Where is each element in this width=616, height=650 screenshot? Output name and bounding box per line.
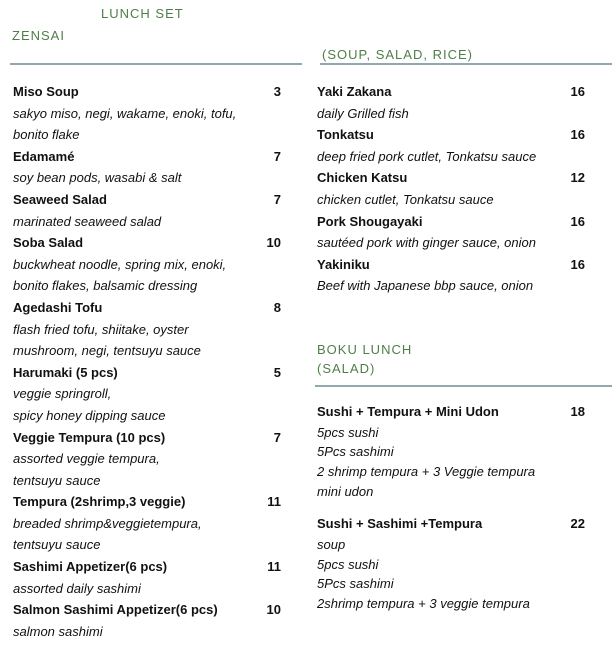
menu-item-header xyxy=(13,232,281,254)
menu-item-header xyxy=(317,211,585,233)
menu-item xyxy=(317,81,585,124)
menu-item xyxy=(13,491,281,556)
lunch-set-title: LUNCH SET xyxy=(101,6,184,21)
item-description: mushroom, negi, tentsuyu sauce xyxy=(13,343,201,359)
item-description: 2 shrimp tempura + 3 Veggie tempura xyxy=(317,464,536,479)
zensai-heading: ZENSAI xyxy=(12,28,65,43)
menu-item xyxy=(13,427,281,492)
menu-item xyxy=(13,81,281,146)
menu-item xyxy=(317,401,585,513)
menu-item xyxy=(317,513,585,613)
item-description: breaded shrimp&veggietempura, xyxy=(13,515,202,531)
item-price: 7 xyxy=(273,191,281,207)
item-description: spicy honey dipping sauce xyxy=(13,407,166,423)
menu-item-header xyxy=(317,124,585,146)
item-name: Soba Salad xyxy=(13,235,84,251)
item-description: flash fried tofu, shiitake, oyster xyxy=(13,321,189,337)
menu-item-header xyxy=(317,167,585,189)
menu-item-header xyxy=(13,427,281,449)
divider xyxy=(315,385,612,387)
item-name: Seaweed Salad xyxy=(13,191,107,207)
item-description: chicken cutlet, Tonkatsu sauce xyxy=(317,191,494,207)
menu-item-header xyxy=(13,599,281,621)
menu-item-header xyxy=(317,254,585,276)
item-price: 18 xyxy=(570,404,585,419)
item-description: 5Pcs sashimi xyxy=(317,576,394,592)
item-price: 7 xyxy=(273,429,281,445)
item-price: 16 xyxy=(570,127,585,143)
menu-item-header xyxy=(13,556,281,578)
menu-item xyxy=(317,211,585,254)
item-description: tentsuyu sauce xyxy=(13,472,101,488)
menu-item-header xyxy=(13,362,281,384)
item-name: Tempura (2shrimp,3 veggie) xyxy=(13,494,186,510)
item-description: marinated seaweed salad xyxy=(13,213,162,229)
item-price: 16 xyxy=(570,84,585,99)
item-description: sautéed pork with ginger sauce, onion xyxy=(317,235,536,251)
item-description: mini udon xyxy=(317,483,374,499)
item-description: bonito flakes, balsamic dressing xyxy=(13,278,198,294)
menu-item-header xyxy=(317,513,585,535)
menu-item-header xyxy=(317,81,585,103)
menu-item xyxy=(13,556,281,599)
item-price: 10 xyxy=(266,235,281,251)
divider xyxy=(320,63,612,65)
item-name: Edamamé xyxy=(13,148,75,164)
item-name: Sushi + Sashimi +Tempura xyxy=(317,516,483,532)
lunch-set-list xyxy=(317,81,585,297)
boku-lunch-heading: BOKU LUNCH xyxy=(317,342,413,357)
boku-lunch-subheading: (SALAD) xyxy=(317,361,376,376)
item-description: Beef with Japanese bbp sauce, onion xyxy=(317,278,534,294)
item-price: 8 xyxy=(273,299,281,315)
item-description: daily Grilled fish xyxy=(317,105,409,121)
item-price: 16 xyxy=(570,213,585,229)
item-name: Pork Shougayaki xyxy=(317,213,423,229)
item-name: Agedashi Tofu xyxy=(13,299,103,315)
item-price: 11 xyxy=(267,494,281,510)
menu-item-header xyxy=(13,81,281,103)
menu-item xyxy=(317,167,585,210)
lunch-set-subheading: (SOUP, SALAD, RICE) xyxy=(322,47,473,62)
menu-item xyxy=(13,362,281,427)
item-description: deep fried pork cutlet, Tonkatsu sauce xyxy=(317,148,537,164)
menu-item xyxy=(13,146,281,189)
item-description: assorted veggie tempura, xyxy=(13,451,160,467)
item-description: assorted daily sashimi xyxy=(13,580,141,596)
item-description: salmon sashimi xyxy=(13,623,103,639)
item-price: 5 xyxy=(273,364,281,380)
item-name: Miso Soup xyxy=(13,84,79,99)
item-name: Chicken Katsu xyxy=(317,170,408,186)
menu-item xyxy=(13,599,281,642)
item-price: 11 xyxy=(267,559,281,575)
item-name: Sushi + Tempura + Mini Udon xyxy=(317,404,499,419)
item-description: 5pcs sushi xyxy=(317,556,379,572)
item-description: soy bean pods, wasabi & salt xyxy=(13,170,182,186)
item-name: Yakiniku xyxy=(317,256,370,272)
menu-item-header xyxy=(13,491,281,513)
menu-item-header xyxy=(13,146,281,168)
menu-item xyxy=(13,232,281,297)
item-name: Salmon Sashimi Appetizer(6 pcs) xyxy=(13,602,218,618)
item-name: Sashimi Appetizer(6 pcs) xyxy=(13,559,168,575)
item-price: 10 xyxy=(266,602,281,618)
menu-item-header xyxy=(317,401,585,423)
item-description: buckwheat noodle, spring mix, enoki, xyxy=(13,256,227,272)
item-name: Tonkatsu xyxy=(317,127,374,143)
item-price: 3 xyxy=(273,84,281,99)
item-price: 7 xyxy=(273,148,281,164)
item-description: soup xyxy=(317,537,346,552)
item-name: Veggie Tempura (10 pcs) xyxy=(13,429,166,445)
item-name: Harumaki (5 pcs) xyxy=(13,364,118,380)
item-description: sakyo miso, negi, wakame, enoki, tofu, xyxy=(13,105,237,121)
item-description: tentsuyu sauce xyxy=(13,537,101,553)
item-name: Yaki Zakana xyxy=(317,84,392,99)
item-description: 5pcs sushi xyxy=(317,424,379,440)
menu-item xyxy=(13,189,281,232)
item-description: veggie springroll, xyxy=(13,386,112,402)
zensai-list xyxy=(13,81,281,642)
menu-item xyxy=(317,254,585,297)
boku-lunch-list xyxy=(317,401,585,614)
menu-item xyxy=(317,124,585,167)
item-description: 2shrimp tempura + 3 veggie tempura xyxy=(317,596,530,612)
item-price: 22 xyxy=(570,516,585,532)
item-price: 16 xyxy=(570,256,585,272)
divider xyxy=(10,63,302,65)
menu-item-header xyxy=(13,297,281,319)
item-price: 12 xyxy=(570,170,585,186)
item-description: bonito flake xyxy=(13,127,80,143)
menu-item-header xyxy=(13,189,281,211)
item-description: 5Pcs sashimi xyxy=(317,444,394,460)
menu-item xyxy=(13,297,281,362)
